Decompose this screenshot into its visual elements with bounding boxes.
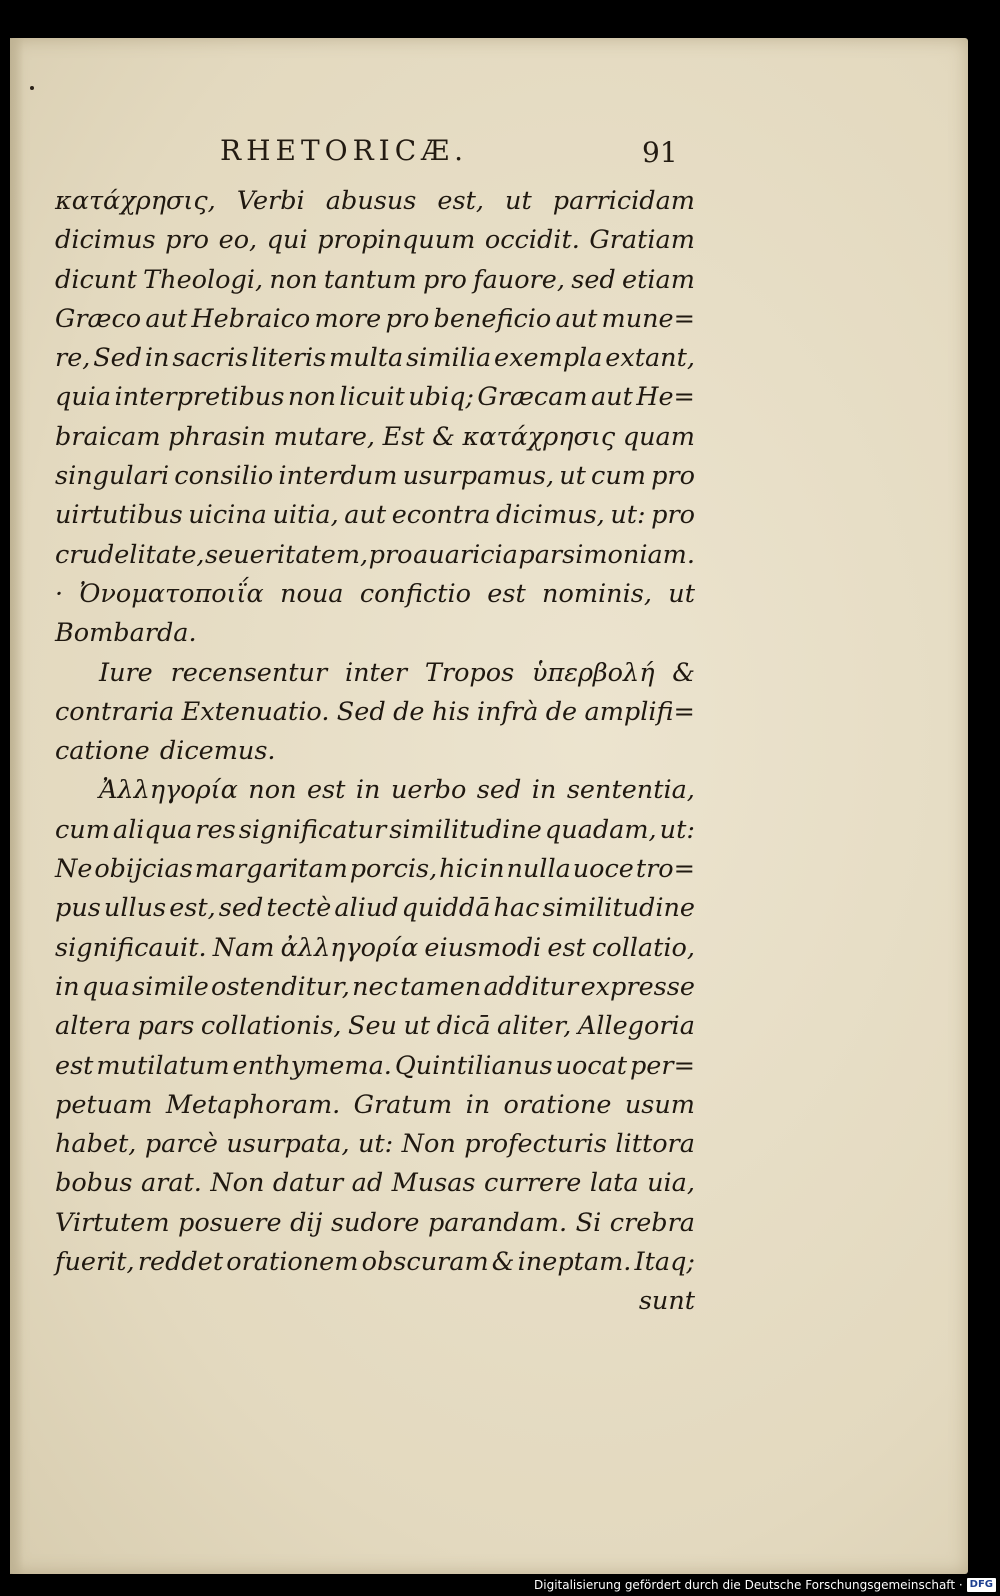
word: ut xyxy=(559,461,586,492)
word: uocat xyxy=(555,1050,628,1081)
word: & xyxy=(491,1247,515,1278)
word: econtra xyxy=(391,500,491,531)
word: sed xyxy=(218,893,264,924)
word: in xyxy=(479,854,505,885)
word: dij xyxy=(290,1207,323,1238)
word: usurpata, xyxy=(226,1129,350,1160)
text-line xyxy=(55,457,695,496)
word: orationem xyxy=(226,1247,359,1278)
word: aut xyxy=(344,500,387,531)
word: ut xyxy=(505,186,532,216)
word: licuit xyxy=(339,382,405,413)
word: non xyxy=(269,264,318,295)
word: uitia, xyxy=(272,500,339,531)
word: Gratum xyxy=(353,1089,453,1120)
word: non xyxy=(248,775,297,806)
word: est, xyxy=(437,186,484,216)
word: contraria xyxy=(55,696,175,727)
body-text xyxy=(55,182,695,1322)
text-line-content: Bombarda. xyxy=(55,618,197,649)
word: Virtutem xyxy=(55,1207,170,1238)
word: Non xyxy=(210,1168,265,1199)
word: Quintilianus xyxy=(394,1050,553,1081)
word: est xyxy=(55,1050,94,1081)
page-header xyxy=(10,134,968,174)
word: enthymema. xyxy=(232,1050,392,1081)
word: beneficio xyxy=(433,303,552,334)
word: parsimoniam. xyxy=(518,539,695,570)
credit-text: Digitalisierung gefördert durch die Deutsche Forschungsgemeinschaft · xyxy=(534,1578,963,1592)
word: re, xyxy=(55,343,91,374)
text-line-content: sunt xyxy=(638,1286,695,1317)
word: Non xyxy=(401,1129,456,1160)
book-page xyxy=(10,38,968,1574)
word: ὑπερβολή xyxy=(532,657,655,688)
word: infrà xyxy=(476,696,539,727)
word: aliud xyxy=(334,893,399,924)
word: & xyxy=(432,421,455,452)
word: nulla xyxy=(506,854,571,885)
word: interpretibus xyxy=(114,382,285,413)
word: singulari xyxy=(55,461,170,492)
word: in xyxy=(465,1089,491,1120)
word: ut xyxy=(668,578,695,609)
word: seueritatem, xyxy=(205,539,369,570)
word: in xyxy=(144,343,170,374)
word: lata xyxy=(589,1168,639,1199)
page-gutter-shadow xyxy=(10,38,24,1574)
word: datur xyxy=(272,1168,344,1199)
word: Sed xyxy=(336,696,386,727)
word: · xyxy=(55,578,64,609)
digitization-credit xyxy=(534,1576,996,1594)
text-line xyxy=(55,654,695,693)
word: braicam xyxy=(55,421,161,452)
word: fuerit, xyxy=(55,1247,135,1278)
word: pars xyxy=(137,1011,195,1042)
text-line xyxy=(55,1007,695,1046)
word: currere xyxy=(483,1168,582,1199)
ink-speck xyxy=(30,86,34,90)
word: cum xyxy=(55,814,110,845)
word: quam xyxy=(622,421,695,452)
word: cum xyxy=(591,461,646,492)
word: dicā xyxy=(436,1011,491,1042)
text-line xyxy=(55,1243,695,1282)
word: pro xyxy=(651,500,695,531)
word: dicimus xyxy=(55,225,156,256)
word: more xyxy=(314,303,382,334)
word: etiam xyxy=(622,264,695,295)
text-line xyxy=(55,850,695,889)
word: collatio, xyxy=(591,932,695,963)
word: nec xyxy=(352,971,398,1002)
word: hic xyxy=(439,854,479,885)
word: dicunt xyxy=(55,264,137,295)
word: dicimus, xyxy=(496,500,605,531)
word: He= xyxy=(636,382,695,413)
word: eo, xyxy=(218,225,258,256)
word: recensentur xyxy=(170,657,328,688)
word: aut xyxy=(555,303,598,334)
word: crebra xyxy=(609,1207,695,1238)
word: parricidam xyxy=(552,186,695,216)
word: extant, xyxy=(605,343,695,374)
word: quadam, xyxy=(544,814,657,845)
word: Sed xyxy=(93,343,143,374)
word: κατάχρησις, xyxy=(55,186,216,216)
text-line xyxy=(55,732,695,771)
word: posuere xyxy=(178,1207,282,1238)
word: est xyxy=(306,775,346,806)
word: aut xyxy=(590,382,633,413)
word: margaritam xyxy=(194,854,348,885)
word: res xyxy=(195,814,236,845)
word: interdum xyxy=(278,461,398,492)
word: ut: xyxy=(610,500,646,531)
word: crudelitate, xyxy=(55,539,205,570)
word: ut: xyxy=(357,1129,394,1160)
word: occidit. xyxy=(484,225,580,256)
word: non xyxy=(287,382,337,413)
word: mune= xyxy=(601,303,695,334)
word: mutilatum xyxy=(96,1050,230,1081)
text-line xyxy=(55,536,695,575)
word: tectè xyxy=(266,893,332,924)
word: oratione xyxy=(503,1089,612,1120)
word: quia xyxy=(55,382,112,413)
word: Metaphoram. xyxy=(165,1089,341,1120)
word: pro xyxy=(368,539,413,570)
word: sententia, xyxy=(566,775,695,806)
text-line xyxy=(55,1086,695,1125)
word: reddet xyxy=(137,1247,224,1278)
word: de xyxy=(393,696,425,727)
text-line xyxy=(55,496,695,535)
text-line xyxy=(55,221,695,260)
word: sed xyxy=(476,775,522,806)
word: sed xyxy=(571,264,616,295)
word: sacris xyxy=(172,343,249,374)
text-line xyxy=(55,1125,695,1164)
word: Græco xyxy=(55,303,142,334)
word: collationis, xyxy=(200,1011,342,1042)
word: amplifi= xyxy=(584,696,695,727)
running-head: RHETORICÆ. xyxy=(220,134,469,167)
word: nominis, xyxy=(542,578,652,609)
word: tantum xyxy=(323,264,417,295)
word: est, xyxy=(169,893,216,924)
word: pro xyxy=(422,264,467,295)
word: exempla xyxy=(493,343,603,374)
word: aut xyxy=(145,303,188,334)
text-line xyxy=(55,771,695,810)
word: Ἀλληγορία xyxy=(99,775,238,806)
word: aliqua xyxy=(112,814,193,845)
word: additur xyxy=(483,971,579,1002)
word: pro xyxy=(651,461,695,492)
word: in xyxy=(55,971,80,1002)
word: ubiq; xyxy=(408,382,475,413)
catchword xyxy=(55,1282,695,1321)
dfg-logo: DFG xyxy=(967,1578,996,1592)
text-line xyxy=(55,1204,695,1243)
word: significatur xyxy=(238,814,387,845)
word: ut: xyxy=(659,814,695,845)
word: hac xyxy=(493,893,540,924)
word: sudore xyxy=(330,1207,420,1238)
word: confictio xyxy=(359,578,471,609)
word: usum xyxy=(624,1089,695,1120)
text-line xyxy=(55,614,695,653)
word: propinquum xyxy=(317,225,476,256)
word: uirtutibus xyxy=(55,500,183,531)
word: similia xyxy=(406,343,492,374)
word: ostenditur, xyxy=(211,971,350,1002)
word: aliter, xyxy=(497,1011,572,1042)
word: uicina xyxy=(188,500,267,531)
word: multa xyxy=(329,343,404,374)
word: Ὀνοματοποιΐα xyxy=(79,578,264,609)
word: petuam xyxy=(55,1089,153,1120)
text-line xyxy=(55,1164,695,1203)
word: pro xyxy=(165,225,210,256)
word: parandam. xyxy=(427,1207,568,1238)
word: Nam xyxy=(212,932,275,963)
word: Theologi, xyxy=(143,264,264,295)
word: pus xyxy=(55,893,101,924)
word: simile xyxy=(131,971,209,1002)
word: noua xyxy=(280,578,344,609)
text-line xyxy=(55,889,695,928)
word: est xyxy=(487,578,526,609)
word: obijcias xyxy=(94,854,193,885)
word: in xyxy=(531,775,557,806)
word: ἀλληγορία xyxy=(280,932,419,963)
text-line xyxy=(55,182,695,221)
text-line xyxy=(55,968,695,1007)
word: Tropos xyxy=(424,657,515,688)
word: Gratiam xyxy=(589,225,695,256)
text-line xyxy=(55,693,695,732)
word: tro= xyxy=(635,854,695,885)
word: bobus xyxy=(55,1168,133,1199)
word: abusus xyxy=(325,186,417,216)
word: mutare, xyxy=(273,421,376,452)
word: auaricia xyxy=(413,539,518,570)
word: Græcam xyxy=(477,382,588,413)
text-line xyxy=(55,811,695,850)
word: ut xyxy=(403,1011,431,1042)
word: habet, xyxy=(55,1129,137,1160)
word: & xyxy=(672,657,695,688)
text-line xyxy=(55,300,695,339)
word: Itaq; xyxy=(634,1247,695,1278)
word: significauit. xyxy=(55,932,207,963)
word: eiusmodi xyxy=(424,932,542,963)
text-line xyxy=(55,339,695,378)
word: phrasin xyxy=(168,421,266,452)
word: de xyxy=(545,696,578,727)
text-line xyxy=(55,575,695,614)
word: κατάχρησις xyxy=(462,421,616,452)
word: profecturis xyxy=(464,1129,607,1160)
word: per= xyxy=(629,1050,695,1081)
word: Est xyxy=(382,421,425,452)
word: ullus xyxy=(103,893,167,924)
word: usurpamus, xyxy=(402,461,555,492)
word: consilio xyxy=(174,461,274,492)
word: Musas xyxy=(391,1168,476,1199)
text-line xyxy=(55,1047,695,1086)
word: qua xyxy=(81,971,130,1002)
word: porcis, xyxy=(349,854,438,885)
word: literis xyxy=(251,343,327,374)
word: tamen xyxy=(400,971,482,1002)
word: similitudine xyxy=(389,814,542,845)
word: fauore, xyxy=(473,264,565,295)
word: Seu xyxy=(348,1011,397,1042)
word: uia, xyxy=(647,1168,695,1199)
text-line xyxy=(55,261,695,300)
text-line xyxy=(55,378,695,417)
word: obscuram xyxy=(361,1247,489,1278)
word: uoce xyxy=(572,854,634,885)
word: qui xyxy=(266,225,308,256)
word: littora xyxy=(615,1129,695,1160)
text-line xyxy=(55,418,695,457)
word: Extenuatio. xyxy=(181,696,330,727)
word: quiddā xyxy=(401,893,491,924)
word: in xyxy=(355,775,381,806)
word: Iure xyxy=(99,657,153,688)
word: his xyxy=(431,696,470,727)
word: ad xyxy=(351,1168,384,1199)
word: parcè xyxy=(144,1129,218,1160)
word: expresse xyxy=(580,971,695,1002)
page-number: 91 xyxy=(642,136,678,169)
text-line-content: catione dicemus. xyxy=(55,736,276,767)
word: Verbi xyxy=(236,186,305,216)
word: ineptam. xyxy=(517,1247,632,1278)
word: est xyxy=(547,932,586,963)
word: similitudine xyxy=(542,893,695,924)
word: uerbo xyxy=(390,775,467,806)
word: altera xyxy=(55,1011,132,1042)
word: arat. xyxy=(140,1168,202,1199)
word: inter xyxy=(344,657,408,688)
word: Ne xyxy=(55,854,93,885)
text-line xyxy=(55,929,695,968)
word: Allegoria xyxy=(577,1011,695,1042)
word: pro xyxy=(385,303,430,334)
word: Hebraico xyxy=(191,303,311,334)
word: Si xyxy=(575,1207,602,1238)
